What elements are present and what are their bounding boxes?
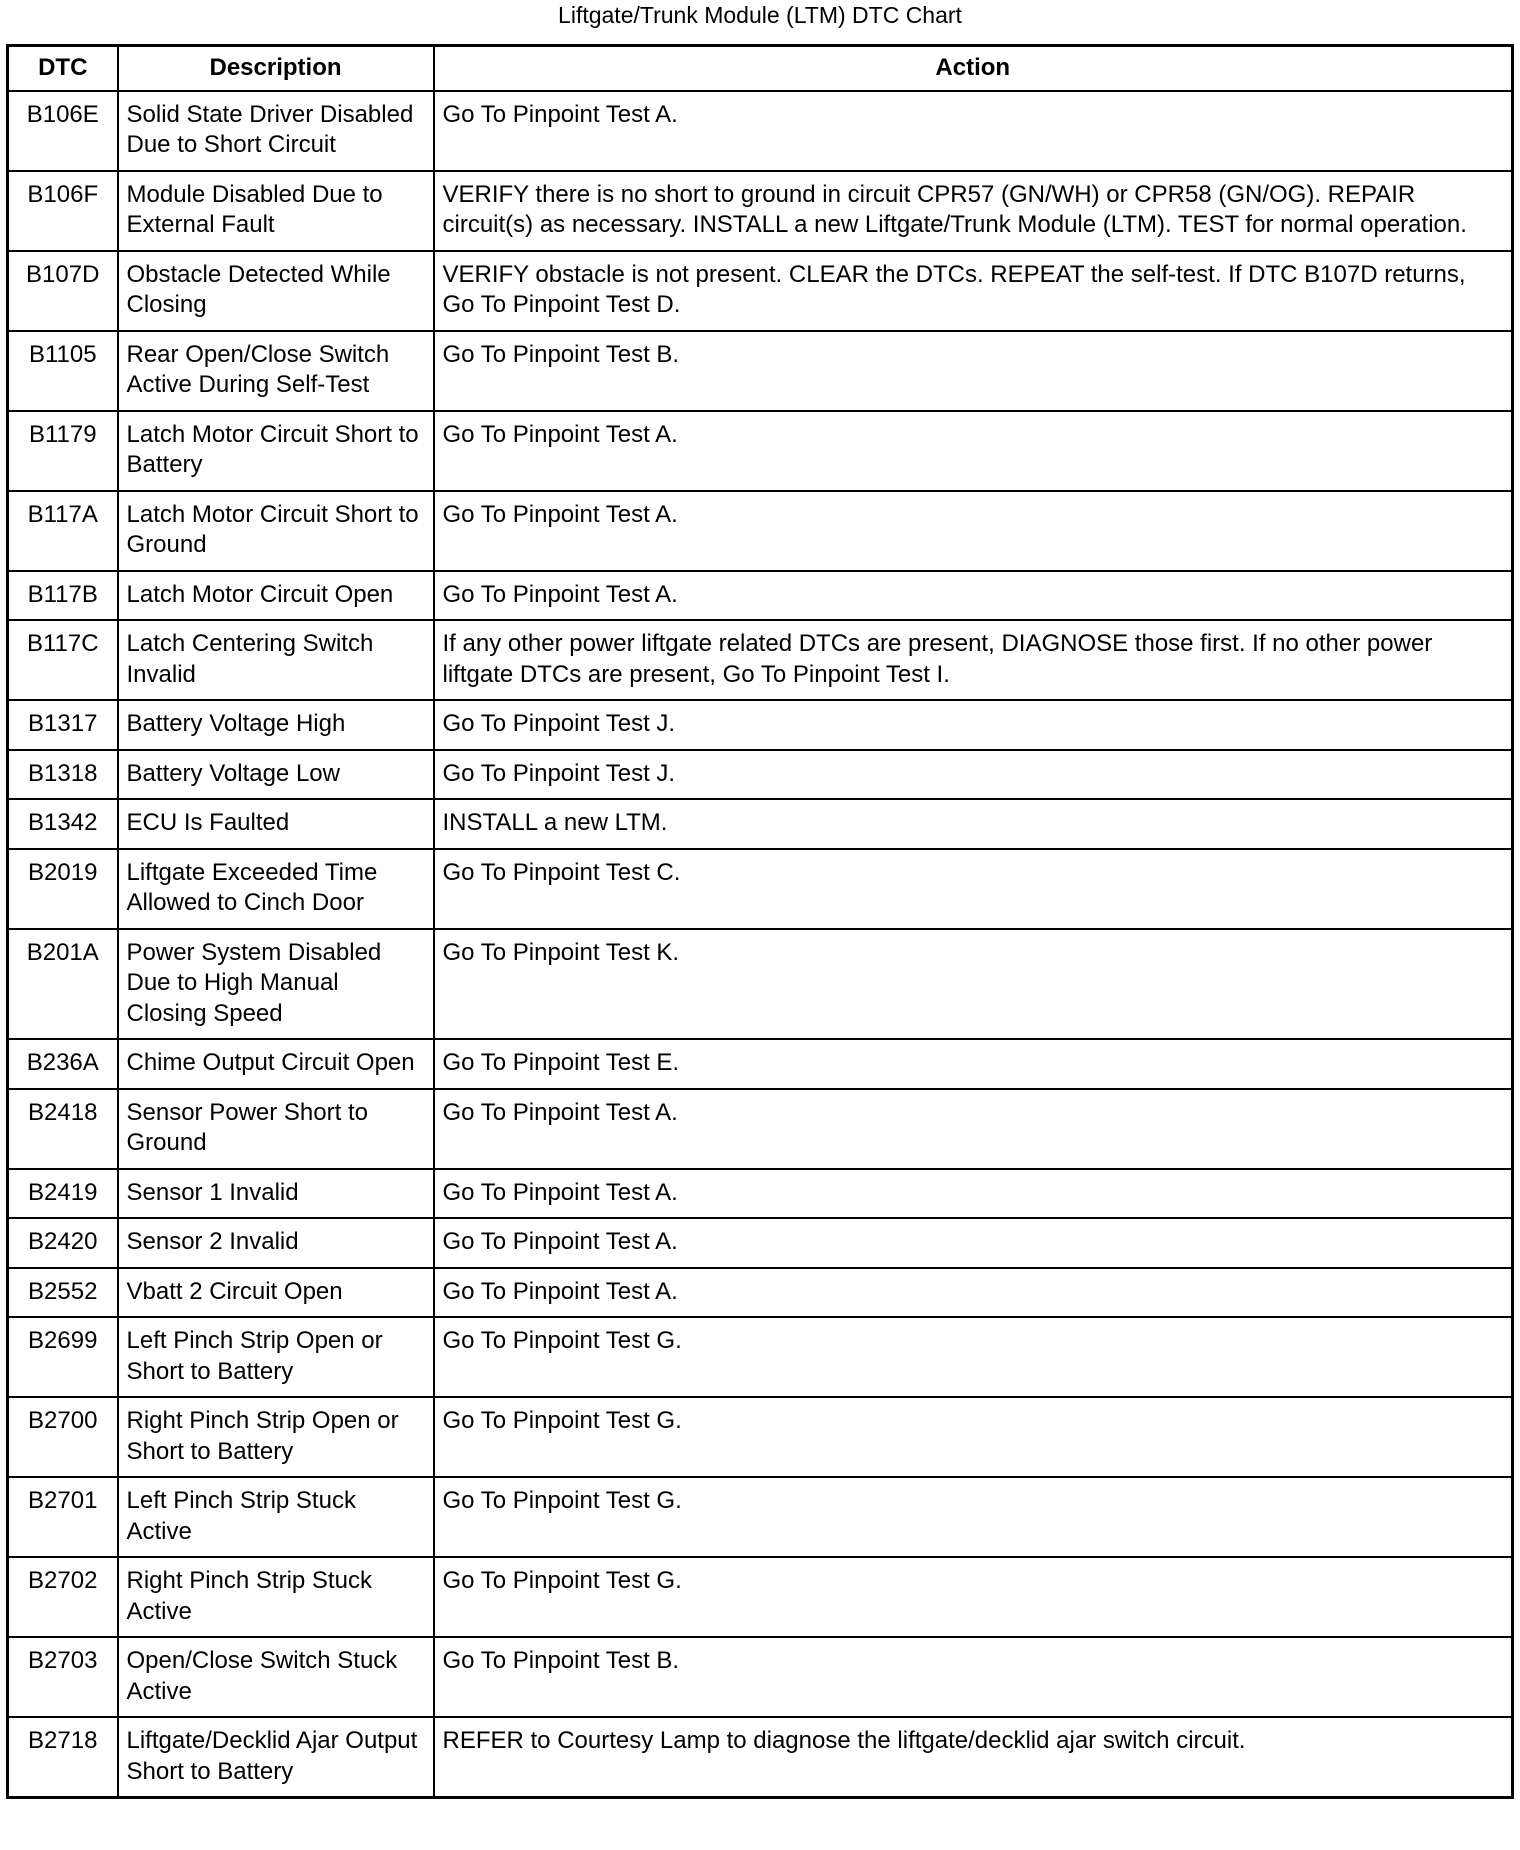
dtc-action: Go To Pinpoint Test G.: [434, 1477, 1513, 1557]
table-row: [8, 1268, 1513, 1318]
dtc-action: If any other power liftgate related DTCs are present, DIAGNOSE those first. If no other power liftgate DTCs are present, Go To Pinpoint Test I.: [434, 620, 1513, 700]
dtc-action: Go To Pinpoint Test A.: [434, 491, 1513, 571]
dtc-code: B236A: [8, 1039, 118, 1089]
dtc-action: REFER to Courtesy Lamp to diagnose the liftgate/decklid ajar switch circuit.: [434, 1717, 1513, 1798]
dtc-code: B2019: [8, 849, 118, 929]
dtc-description: Battery Voltage High: [118, 700, 434, 750]
dtc-action: Go To Pinpoint Test J.: [434, 700, 1513, 750]
table-row: [8, 1397, 1513, 1477]
dtc-code: B106E: [8, 91, 118, 171]
dtc-action: Go To Pinpoint Test G.: [434, 1397, 1513, 1477]
dtc-description: Left Pinch Strip Stuck Active: [118, 1477, 434, 1557]
dtc-description: Sensor 1 Invalid: [118, 1169, 434, 1219]
dtc-action: Go To Pinpoint Test K.: [434, 929, 1513, 1040]
table-row: [8, 411, 1513, 491]
dtc-description: Left Pinch Strip Open or Short to Battery: [118, 1317, 434, 1397]
dtc-description: Latch Motor Circuit Open: [118, 571, 434, 621]
table-row: [8, 251, 1513, 331]
dtc-action: VERIFY obstacle is not present. CLEAR the DTCs. REPEAT the self-test. If DTC B107D returns, Go To Pinpoint Test D.: [434, 251, 1513, 331]
dtc-action: Go To Pinpoint Test A.: [434, 1169, 1513, 1219]
table-row: [8, 799, 1513, 849]
table-row: [8, 1218, 1513, 1268]
dtc-code: B2700: [8, 1397, 118, 1477]
dtc-description: Sensor Power Short to Ground: [118, 1089, 434, 1169]
table-row: [8, 849, 1513, 929]
dtc-description: Module Disabled Due to External Fault: [118, 171, 434, 251]
header-action: Action: [434, 46, 1513, 91]
dtc-action: INSTALL a new LTM.: [434, 799, 1513, 849]
table-header-row: [8, 46, 1513, 91]
dtc-code: B2699: [8, 1317, 118, 1397]
dtc-action: Go To Pinpoint Test C.: [434, 849, 1513, 929]
dtc-description: Battery Voltage Low: [118, 750, 434, 800]
dtc-action: Go To Pinpoint Test G.: [434, 1317, 1513, 1397]
dtc-code: B1179: [8, 411, 118, 491]
table-row: [8, 571, 1513, 621]
dtc-action: Go To Pinpoint Test A.: [434, 571, 1513, 621]
dtc-action: Go To Pinpoint Test G.: [434, 1557, 1513, 1637]
dtc-action: Go To Pinpoint Test J.: [434, 750, 1513, 800]
dtc-code: B201A: [8, 929, 118, 1040]
table-row: [8, 491, 1513, 571]
dtc-description: Latch Motor Circuit Short to Ground: [118, 491, 434, 571]
dtc-action: VERIFY there is no short to ground in circuit CPR57 (GN/WH) or CPR58 (GN/OG). REPAIR circuit(s) as necessary. INSTALL a new Liftgate/Trunk Module (LTM). TEST for normal operation.: [434, 171, 1513, 251]
table-row: [8, 91, 1513, 171]
dtc-description: Latch Centering Switch Invalid: [118, 620, 434, 700]
dtc-action: Go To Pinpoint Test A.: [434, 411, 1513, 491]
dtc-description: Liftgate Exceeded Time Allowed to Cinch Door: [118, 849, 434, 929]
table-row: [8, 750, 1513, 800]
dtc-code: B2419: [8, 1169, 118, 1219]
dtc-description: Power System Disabled Due to High Manual Closing Speed: [118, 929, 434, 1040]
dtc-action: Go To Pinpoint Test A.: [434, 1218, 1513, 1268]
table-row: [8, 1169, 1513, 1219]
table-row: [8, 1317, 1513, 1397]
dtc-action: Go To Pinpoint Test B.: [434, 331, 1513, 411]
table-row: [8, 171, 1513, 251]
dtc-action: Go To Pinpoint Test A.: [434, 1268, 1513, 1318]
table-row: [8, 1717, 1513, 1798]
dtc-code: B1318: [8, 750, 118, 800]
dtc-code: B117A: [8, 491, 118, 571]
dtc-code: B117B: [8, 571, 118, 621]
dtc-code: B2702: [8, 1557, 118, 1637]
dtc-description: Liftgate/Decklid Ajar Output Short to Battery: [118, 1717, 434, 1798]
dtc-code: B1342: [8, 799, 118, 849]
header-description: Description: [118, 46, 434, 91]
dtc-code: B117C: [8, 620, 118, 700]
dtc-description: ECU Is Faulted: [118, 799, 434, 849]
table-row: [8, 1637, 1513, 1717]
table-row: [8, 331, 1513, 411]
dtc-action: Go To Pinpoint Test B.: [434, 1637, 1513, 1717]
dtc-description: Open/Close Switch Stuck Active: [118, 1637, 434, 1717]
dtc-description: Rear Open/Close Switch Active During Self-Test: [118, 331, 434, 411]
dtc-code: B2701: [8, 1477, 118, 1557]
dtc-description: Vbatt 2 Circuit Open: [118, 1268, 434, 1318]
dtc-action: Go To Pinpoint Test A.: [434, 91, 1513, 171]
dtc-code: B1317: [8, 700, 118, 750]
table-row: [8, 700, 1513, 750]
dtc-code: B106F: [8, 171, 118, 251]
table-row: [8, 929, 1513, 1040]
dtc-action: Go To Pinpoint Test A.: [434, 1089, 1513, 1169]
dtc-code: B107D: [8, 251, 118, 331]
dtc-description: Solid State Driver Disabled Due to Short Circuit: [118, 91, 434, 171]
dtc-description: Chime Output Circuit Open: [118, 1039, 434, 1089]
dtc-code: B2718: [8, 1717, 118, 1798]
table-row: [8, 1039, 1513, 1089]
table-row: [8, 1557, 1513, 1637]
dtc-chart-table: [6, 44, 1514, 1799]
dtc-action: Go To Pinpoint Test E.: [434, 1039, 1513, 1089]
dtc-code: B2703: [8, 1637, 118, 1717]
dtc-code: B2420: [8, 1218, 118, 1268]
table-row: [8, 1477, 1513, 1557]
header-dtc: DTC: [8, 46, 118, 91]
table-row: [8, 620, 1513, 700]
table-row: [8, 1089, 1513, 1169]
page-title: Liftgate/Trunk Module (LTM) DTC Chart: [558, 2, 962, 28]
dtc-description: Right Pinch Strip Stuck Active: [118, 1557, 434, 1637]
dtc-description: Sensor 2 Invalid: [118, 1218, 434, 1268]
dtc-description: Obstacle Detected While Closing: [118, 251, 434, 331]
dtc-code: B2552: [8, 1268, 118, 1318]
dtc-description: Latch Motor Circuit Short to Battery: [118, 411, 434, 491]
dtc-code: B1105: [8, 331, 118, 411]
dtc-code: B2418: [8, 1089, 118, 1169]
dtc-description: Right Pinch Strip Open or Short to Battery: [118, 1397, 434, 1477]
